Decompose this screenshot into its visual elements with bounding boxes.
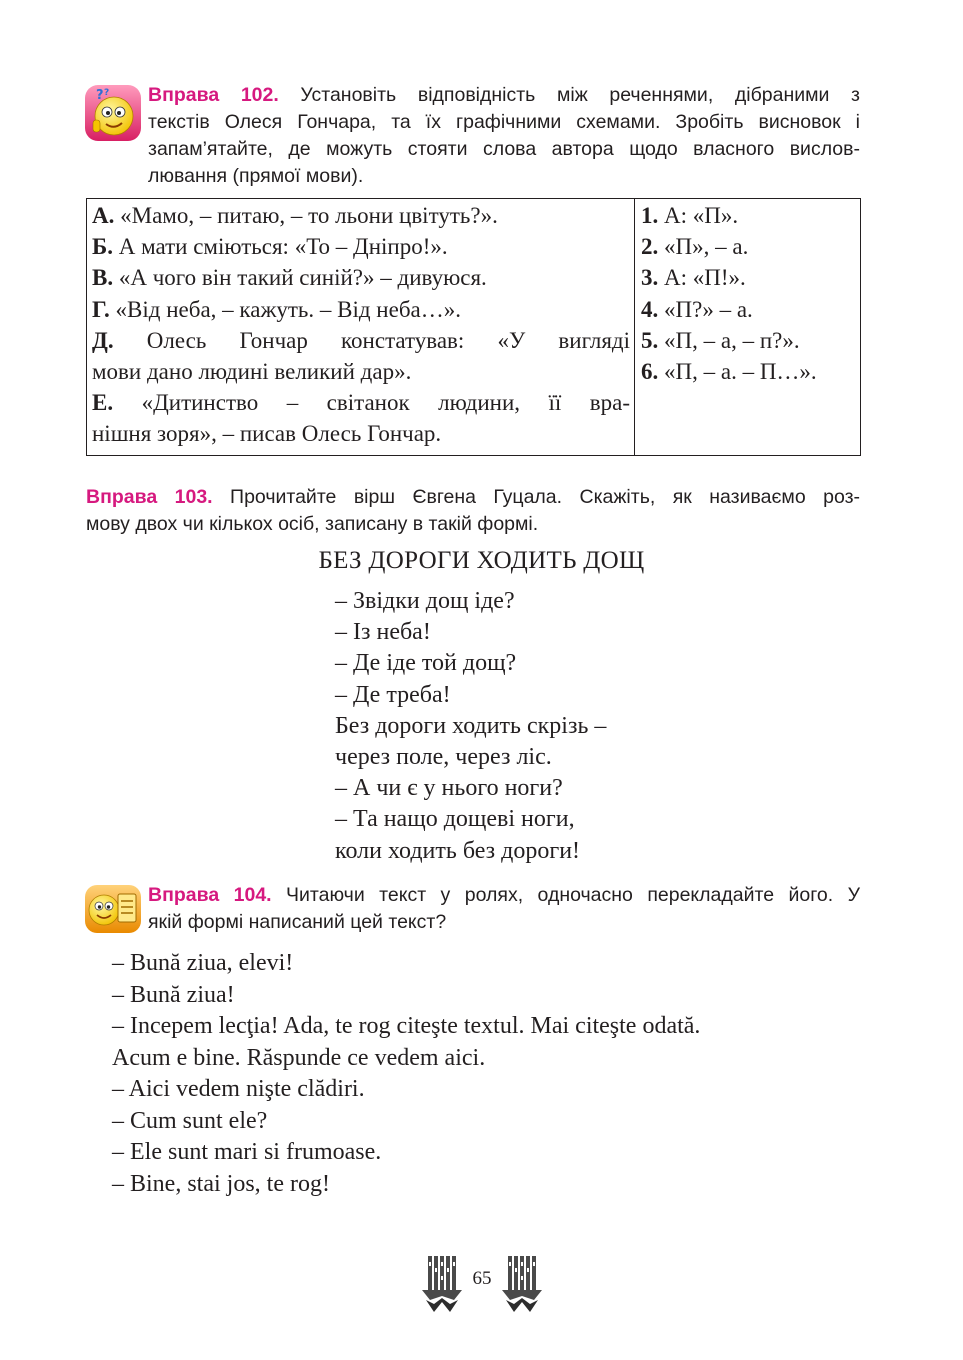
exercise-102-instruction <box>148 82 860 190</box>
dialogue-line: Acum e bine. Răspunde ce vedem aici. <box>112 1044 486 1071</box>
exercise-103-instruction <box>86 484 860 538</box>
scheme-1: 1. А: «П». <box>641 203 739 228</box>
sentence-e-continuation: мови дано людині великий дар». <box>92 359 412 385</box>
dialogue-line: – Bine, stai jos, te rog! <box>112 1170 330 1197</box>
exercise-102-line-3: запам’ятайте, де можуть стояти слова автора щодо власного вислов- <box>148 138 860 160</box>
sentence-b: Б. А мати сміються: «То – Дніпро!». <box>92 234 448 260</box>
dialogue-line: – Aici vedem nişte clădiri. <box>112 1076 365 1102</box>
poem-body <box>335 586 606 867</box>
exercise-103-line-1: Вправа 103. Прочитайте вірш Євгена Гуцала. Скажіть, як називаємо роз- <box>86 486 861 508</box>
poem-line: коли ходить без дороги! <box>335 837 581 864</box>
poem-line: – Звідки дощ іде? <box>335 588 515 614</box>
scheme-3: 3. А: «П!». <box>641 265 746 291</box>
sentences-column <box>87 199 635 455</box>
dialogue-line: – Bună ziua! <box>112 981 235 1008</box>
dialogue-line: – Bună ziua, elevi! <box>112 950 294 976</box>
dialogue-line: – Ele sunt mari si frumoase. <box>112 1139 382 1165</box>
sentence-e: Д. Олесь Гончар констатував: «У вигляді <box>92 327 631 353</box>
poem-line: – Та нащо дощеві ноги, <box>335 806 575 833</box>
schemes-column <box>635 199 860 455</box>
dialogue-line: – Incepem lecţia! Ada, te rog citeşte textul. Mai citeşte odată. <box>112 1013 701 1039</box>
sentence-c: В. «А чого він такий синій?» – дивуюся. <box>92 265 487 291</box>
sentence-a: А. «Мамо, – питаю, – то льони цвітуть?». <box>92 203 498 228</box>
poem-line: через поле, через ліс. <box>335 744 552 771</box>
thinking-smiley-icon <box>84 84 142 142</box>
exercise-104-label: Вправа 104. <box>148 884 272 906</box>
reading-smiley-icon <box>84 884 142 934</box>
exercise-102-line-2: текстів Олеся Гончара, та їх графічними схемами. Зробіть висновок і <box>148 111 860 133</box>
poem-line: – Із неба! <box>335 619 431 646</box>
matching-table <box>86 198 861 456</box>
sentence-f-continuation: нішня зоря», – писав Олесь Гончар. <box>92 421 442 447</box>
poem-line: Без дороги ходить скрізь – <box>335 712 607 739</box>
svg-text:?: ? <box>104 88 110 98</box>
embroidery-ornament-icon <box>500 1256 544 1312</box>
svg-text:?: ? <box>96 88 104 103</box>
exercise-103-line-2: мову двох чи кількох осіб, записану в такій формі. <box>86 513 539 535</box>
poem-line: – Де треба! <box>335 681 451 708</box>
exercise-102-label: Вправа 102. <box>148 84 279 106</box>
poem-title: БЕЗ ДОРОГИ ХОДИТЬ ДОЩ <box>318 547 645 574</box>
exercise-104-line-2: якій формі написаний цей текст? <box>148 911 447 933</box>
scheme-4: 4. «П?» – а. <box>641 296 753 322</box>
exercise-102-line-4: лювання (прямої мови). <box>148 165 364 187</box>
sentence-f: Е. «Дитинство – світанок людини, її вра- <box>92 390 630 416</box>
dialogue-line: – Cum sunt ele? <box>112 1107 268 1134</box>
exercise-104-instruction <box>148 882 860 936</box>
poem-line: – Де іде той дощ? <box>335 650 517 677</box>
exercise-102-line-1: Вправа 102. Установіть відповідність між реченнями, дібраними з <box>148 84 860 106</box>
exercise-103-label: Вправа 103. <box>86 486 213 508</box>
exercise-104-line-1: Вправа 104. Читаючи текст у ролях, одночасно перекладайте його. У <box>148 884 860 906</box>
sentence-d: Г. «Від неба, – кажуть. – Від неба…». <box>92 296 461 322</box>
scheme-6: 6. «П, – а. – П…». <box>641 359 817 385</box>
scheme-5: 5. «П, – а, – п?». <box>641 327 800 353</box>
embroidery-ornament-icon <box>420 1256 464 1312</box>
poem-line: – А чи є у нього ноги? <box>335 775 563 802</box>
scheme-2: 2. «П», – а. <box>641 234 749 260</box>
dialogue-text <box>112 948 700 1200</box>
page-number: 65 <box>472 1268 492 1289</box>
